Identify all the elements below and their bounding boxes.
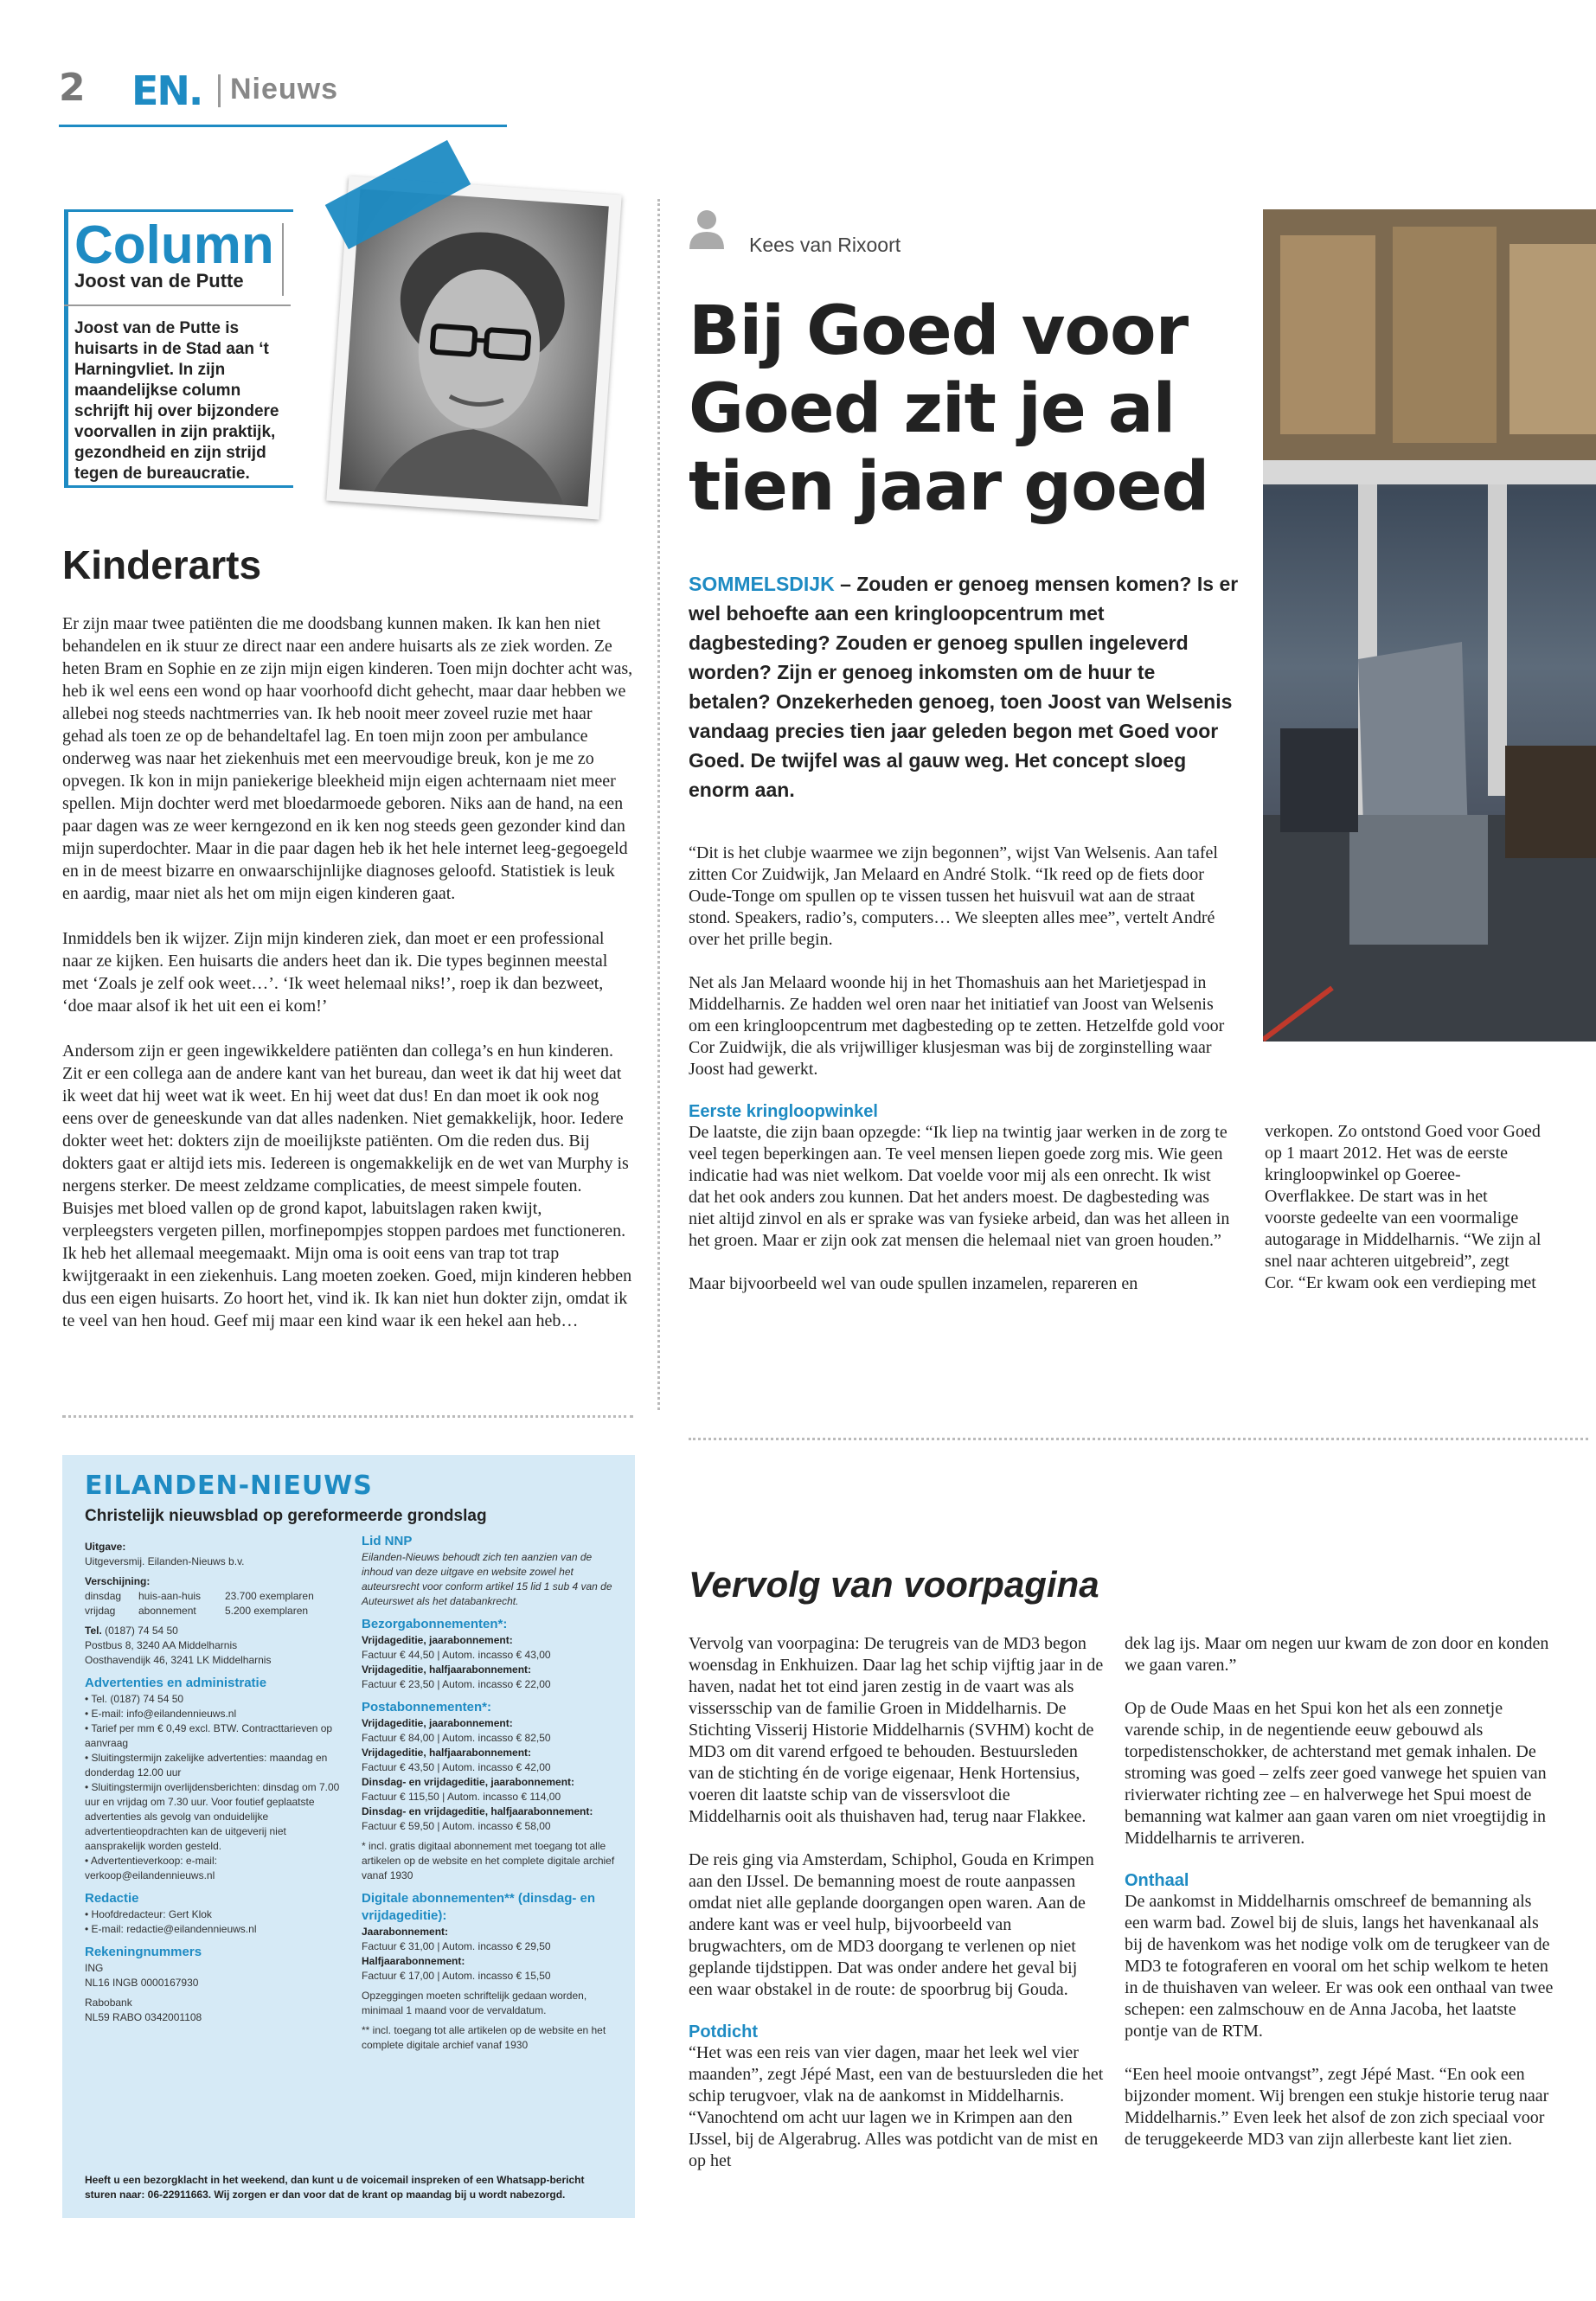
colophon-footer: Heeft u een bezorgklacht in het weekend, dan kunt u de voicemail inspreken of een Whatsapp-bericht sturen naar: 06-22911663. Wij zorgen er dan voor dat de krant op maandag bij u wordt nabezorgd. [85, 2174, 585, 2201]
vertical-divider [657, 199, 660, 1410]
column-body [62, 612, 633, 1355]
rate-note: ** incl. toegang tot alle artikelen op de website en het complete digitale archief vanaf 1930 [362, 2024, 606, 2051]
article-paragraph: Net als Jan Melaard woonde hij in het Thomashuis aan het Marietjespad in Middelharnis. Ze hadden wel oren naar het initiatief van Joost van Welsenis om een kringloopcentrum met dagbesteding op te zetten. Hetzelfde gold voor Cor Zuidwijk, die als vrijwilliger klusjesman was bij de zorginstelling waar Joost had gewerkt. [689, 973, 1225, 1079]
versch-type: huis-aan-huis [138, 1590, 202, 1602]
rekening-heading: Rekeningnummers [85, 1945, 202, 1959]
header-rule [59, 125, 507, 127]
article-paragraph: “Dit is het clubje waarmee we zijn begonnen”, wijst Van Welsenis. Aan tafel zitten Cor Zuidwijk, Jan Melaard en André Stolk. “Ik reed op de fiets door Oude-Tonge om spullen op te vissen tussen het huisvuil wat aan de straat stond. Speakers, radio’s, computers… We sleepten alles mee”, vertelt André over het prille begin. [689, 843, 1218, 949]
article-subhead: Eerste kringloopwinkel [689, 1102, 878, 1121]
page-number: 2 [59, 66, 86, 110]
eilanden-nieuws-logo: EILANDEN-NIEUWS [85, 1471, 373, 1501]
adv-item: • Sluitingstermijn overlijdensberichten: dinsdag om 7.00 uur en vrijdag om 7.30 uur. Voor foutief geplaatste advertenties als gevolg van onduidelijke advertentieopdrachten kan de uitgeverij niet aansprakelijk worden gesteld. [85, 1781, 340, 1852]
tel-label: Tel. [85, 1625, 102, 1637]
vervolg-subhead: Onthaal [1125, 1871, 1189, 1890]
colophon-subtitle: Christelijk nieuwsblad op gereformeerde grondslag [85, 1507, 487, 1525]
verschijning-heading: Verschijning: [85, 1575, 151, 1587]
article-paragraph: Maar bijvoorbeeld wel van oude spullen inzamelen, repareren en [689, 1274, 1138, 1293]
article-lead [689, 569, 1242, 804]
column-bottom-rule [62, 1415, 633, 1418]
uitgave-heading: Uitgave: [85, 1541, 126, 1553]
vervolg-paragraph: Vervolg van voorpagina: De terugreis van de MD3 begon woensdag in Enkhuizen. Daar lag het schip vijftig jaar in de haven, nadat het tot eind jaren zestig in de vaart was als vissersschip van de familie Groen in Middelharnis. De Stichting Visserij Historie Middelharnis (SVHM) kocht de MD3 om dit varend erfgoed te behouden. Bestuursleden van de stichting én de vorige eigenaar, Henk Hortensius, voeren dit laatste schip van de vissersvloot die Middelharnis ooit als thuishaven had, terug naar Flakkee. [689, 1634, 1104, 1826]
red-item: • E-mail: redactie@eilandennieuws.nl [85, 1923, 257, 1935]
column-title: Kinderarts [62, 542, 262, 587]
rek-item: NL16 INGB 0000167930 [85, 1977, 199, 1989]
article-dateline: SOMMELSDIJK [689, 573, 835, 595]
column-paragraph: Inmiddels ben ik wijzer. Zijn mijn kinderen ziek, dan moet er een professional naar ze kijken. Een huisarts die anders heet dan ik. Die types beginnen meestal met ‘Zoals je zelf ook weet…’. ‘Ik weet helemaal niks!’, roep ik dan bezweet, ‘doe maar alsof ik het uit een ei kom!’ [62, 929, 608, 1016]
uitgave: Uitgeversmij. Eilanden-Nieuws b.v. [85, 1555, 245, 1567]
rate-value: Factuur € 115,50 | Autom. incasso € 114,00 [362, 1791, 561, 1803]
red-item: • Hoofdredacteur: Gert Klok [85, 1908, 212, 1920]
colophon-left [85, 1540, 344, 2025]
article-body [689, 843, 1234, 1317]
article-lead-text: – Zouden er genoeg mensen komen? Is er wel behoefte aan een kringloopcentrum met dagbesteding? Zouden er genoeg spullen ingeleverd worden? Zijn er genoeg inkomsten om de huur te betalen? Onzekerheden genoeg, toen Joost van Welsenis vandaag precies tien jaar geleden begon met Goed voor Goed. De twijfel was al gauw weg. Het concept sloeg enorm aan. [689, 573, 1239, 801]
article-author: Kees van Rixoort [749, 234, 901, 256]
nnp-text: Eilanden-Nieuws behoudt zich ten aanzien van de inhoud van deze uitgave en website zowel het auteursrecht voor conform artikel 15 lid 1 sub 4 van de Auteurswet als het databankrecht. [362, 1551, 612, 1607]
section-title: Nieuws [230, 73, 339, 106]
rate-value: Factuur € 84,00 | Autom. incasso € 82,50 [362, 1732, 551, 1744]
rate-label: Vrijdageditie, halfjaarabonnement: [362, 1747, 532, 1759]
rate-value: Factuur € 31,00 | Autom. incasso € 29,50 [362, 1940, 551, 1952]
article-paragraph: De laatste, die zijn baan opzegde: “Ik liep na twintig jaar werken in de zorg te veel tegen beperkingen aan. Te veel mensen liepen goede zorg mis. Wie geen indicatie had was niet welkom. Dat voelde voor mij als een onrecht. Ik wist dat het ook anders zou kunnen. Dat het anders moest. De dagbesteding was niet altijd zinvol en als er sprake was van fysieke arbeid, dan was het alleen in het groen. Maar er zijn ook zat mensen die helemaal niet van groen houden.” [689, 1123, 1230, 1250]
column-label: Column [74, 215, 274, 275]
versch-count: 23.700 exemplaren [225, 1590, 314, 1602]
rate-note: Opzeggingen moeten schriftelijk gedaan worden, minimaal 1 maand voor de vervaldatum. [362, 1990, 587, 2016]
versch-type: abonnement [138, 1605, 196, 1617]
advertenties-heading: Advertenties en administratie [85, 1676, 267, 1690]
rate-label: Jaarabonnement: [362, 1926, 449, 1938]
tel-number: (0187) 74 54 50 [105, 1625, 178, 1637]
rate-label: Vrijdageditie, halfjaarabonnement: [362, 1663, 532, 1676]
en-logo: EN. [131, 67, 202, 114]
rate-label: Vrijdageditie, jaarabonnement: [362, 1717, 513, 1729]
rate-label: Dinsdag- en vrijdageditie, halfjaarabonnement: [362, 1805, 593, 1817]
article-continuation: verkopen. Zo ontstond Goed voor Goed op 1 maart 2012. Het was de eerste kringloopwinkel op Goeree-Overflakkee. De start was in het voorste gedeelte van een voormalige autogarage in Middelharnis. “We zijn al snel naar achteren uitgebreid”, zegt Cor. “Er kwam ook een verdieping met [1265, 1122, 1542, 1292]
versch-day: vrijdag [85, 1605, 116, 1617]
rate-label: Dinsdag- en vrijdageditie, jaarabonnement: [362, 1776, 575, 1788]
post-heading: Postabonnementen*: [362, 1700, 492, 1715]
header-separator [218, 74, 221, 107]
vervolg-paragraph: De reis ging via Amsterdam, Schiphol, Gouda en Krimpen aan den IJssel. De bemanning moest de route aanpassen omdat niet alle geplande doorgangen open waren. Aan de andere kant was er veel hulp, bijvoorbeeld van brugwachters, om de MD3 doorgang te verlenen op niet geplande tijdstippen. Dat was onder andere het geval bij een waar obstakel in de route: de spoorbrug bij Gouda. [689, 1850, 1094, 1999]
rate-label: Vrijdageditie, jaarabonnement: [362, 1634, 513, 1646]
vervolg-col2 [1125, 1633, 1557, 2172]
horizontal-divider [689, 1438, 1588, 1440]
address-line: Postbus 8, 3240 AA Middelharnis [85, 1639, 238, 1651]
versch-count: 5.200 exemplaren [225, 1605, 309, 1617]
vervolg-subhead: Potdicht [689, 2022, 758, 2041]
vervolg-col1 [689, 1633, 1104, 2194]
rek-item: ING [85, 1962, 104, 1974]
vervolg-paragraph: dek lag ijs. Maar om negen uur kwam de zon door en konden we gaan varen.” [1125, 1634, 1549, 1675]
portrait-figure [339, 189, 609, 506]
column-author: Joost van de Putte [74, 270, 244, 292]
adv-item: • Sluitingstermijn zakelijke advertenties: maandag en donderdag 12.00 uur [85, 1752, 328, 1779]
rate-value: Factuur € 17,00 | Autom. incasso € 15,50 [362, 1970, 551, 1982]
column-paragraph: Er zijn maar twee patiënten die me doodsbang kunnen maken. Ik kan hen niet behandelen en ik stuur ze direct naar een andere huisarts als ze ziek worden. Ze heten Bram en Sophie en ze zijn mijn eigen kinderen. Toen mijn dochter acht was, heb ik wel eens een wond op haar voorhoofd dicht gehecht, maar daar hebben we allebei nog steeds nachtmerries van. Ik heb nooit meer zoveel ruzie met haar gehad als toen ze op de behandeltafel lag. En toen mijn zoon per ambulance onderweg was naar het ziekenhuis met een meervoudige breuk, kon je me zo opvegen. Ik kon in mijn paniekerige bleekheid mijn eigen achternaam niet meer spellen. Mijn dochter werd met bloedarmoede geboren. Niks aan de hand, na een paar dagen was ze weer kerngezond en ik ken nog steeds geen gezonder kind dan mijn superdochter. Maar in die paar dagen heb ik het hele internet leeg-gegoegeld en in de meest bizarre en onwaarschijnlijke diagnoses geloofd. Statistiek is leuk en aardig, maar niet als het om mijn eigen kinderen gaat. [62, 614, 633, 903]
warehouse-photo [1263, 209, 1596, 1042]
rate-value: Factuur € 23,50 | Autom. incasso € 22,00 [362, 1678, 551, 1690]
column-divider-h [64, 304, 291, 306]
column-paragraph: Andersom zijn er geen ingewikkeldere patiënten dan collega’s en hun kinderen. Zit er een collega aan de andere kant van het bureau, dan weet ik dat hij weet dat ik weet dat hij weet wat ik weet. En hij weet dat dus! En dan moet ik ook nog eens over de geneeskunde van dat alles nadenken. Niet gemakkelijk, hoor. Iedere dokter weet het: dokters zijn de moeilijkste patiënten. Om die reden dus. Bij dokters gaat er altijd iets mis. Iedereen is ongemakkelijk en de wet van Murphy is nergens sterker. De meest zeldzame complicaties, de meest simpele fouten. Buisjes met bloed vallen op de grond kapot, labuitslagen raken kwijt, verpleegsters vergeten pillen, morfinepompjes stoppen pardoes met functioneren. Ik heb het allemaal meegemaakt. Mijn oma is ooit eens van trap tot trap kwijtgeraakt in een ziekenhuis. Lang moeten zoeken. Goed, mijn kinderen hebben dus een eigen huisarts. Zo hoort het, vind ik. Ik kan niet hun dokter zijn, omdat ik te veel van hen houd. Geef mij maar een kind waar ik een hekel aan heb… [62, 1042, 632, 1330]
author-avatar-icon [689, 209, 724, 249]
rek-item: Rabobank [85, 1997, 132, 2009]
redactie-heading: Redactie [85, 1891, 139, 1906]
article-photo [1263, 209, 1596, 1042]
vervolg-title: Vervolg van voorpagina [689, 1564, 1099, 1605]
digitaal-heading: Digitale abonnementen** (dinsdag- en vrijdageditie): [362, 1891, 596, 1923]
bezorg-heading: Bezorgabonnementen*: [362, 1617, 508, 1631]
column-divider [282, 223, 284, 296]
address-line: Oosthavendijk 46, 3241 LK Middelharnis [85, 1654, 272, 1666]
rate-label: Halfjaarabonnement: [362, 1955, 465, 1967]
colophon-right [362, 1533, 618, 2058]
rate-value: Factuur € 43,50 | Autom. incasso € 42,00 [362, 1761, 551, 1773]
adv-item: • Advertentieverkoop: e-mail: verkoop@eilandennieuws.nl [85, 1855, 217, 1881]
rate-value: Factuur € 59,50 | Autom. incasso € 58,00 [362, 1820, 551, 1832]
rate-note: * incl. gratis digitaal abonnement met toegang tot alle artikelen op de website en het complete digitale archief vanaf 1930 [362, 1840, 615, 1881]
rate-value: Factuur € 44,50 | Autom. incasso € 43,00 [362, 1649, 551, 1661]
article-headline: Bij Goed voor Goed zit je al tien jaar goed [689, 292, 1209, 526]
versch-day: dinsdag [85, 1590, 122, 1602]
adv-item: • Tarief per mm € 0,49 excl. BTW. Contracttarieven op aanvraag [85, 1722, 333, 1749]
adv-item: • E-mail: info@eilandennieuws.nl [85, 1708, 237, 1720]
vervolg-paragraph: Op de Oude Maas en het Spui kon het als een zonnetje varende schip, in de negentiende eeuw gebouwd als torpedistenschokker, de achterstand met gemak inhalen. De stroming was goed – zelfs zeer goed vanwege het spuien van rivierwater richting zee – en halverwege het Spui moest de bemanning wat kalmer aan gaan varen om niet vroegtijdig in Middelharnis te arriveren. [1125, 1699, 1547, 1848]
adv-item: • Tel. (0187) 74 54 50 [85, 1693, 184, 1705]
rek-item: NL59 RABO 0342001108 [85, 2011, 202, 2023]
vervolg-paragraph: “Een heel mooie ontvangst”, zegt Jépé Mast. “En ook een bijzonder moment. Wij brengen een stukje historie terug naar Middelharnis.” Even leek het alsof de zon zich speciaal voor de teruggekeerde MD3 van zijn allerbeste kant liet zien. [1125, 2065, 1549, 2149]
vervolg-paragraph: “Het was een reis van vier dagen, maar het leek wel vier maanden”, zegt Jépé Mast, een van de bestuursleden die het schip terugvoer, vlak na de aankomst in Middelharnis. “Vanochtend om acht uur lagen we in Krimpen aan den IJssel, bij de Algerabrug. Alles was potdicht van de mist en op het [689, 2043, 1104, 2170]
column-bio: Joost van de Putte is huisarts in de Stad aan ‘t Harningvliet. In zijn maandelijkse column schrijft hij over bijzondere voorvallen in zijn praktijk, gezondheid en zijn strijd tegen de bureaucratie. [74, 319, 279, 483]
vervolg-paragraph: De aankomst in Middelharnis omschreef de bemanning als een warm bad. Zowel bij de sluis, langs het havenkanaal als bij de havenkom was het nodige volk om de terugkeer van de MD3 te fotograferen en vooral om het schip welkom te heten in de thuishaven van weleer. Er was ook een onthaal van twee schepen: een zalmschouw en de Anna Jacoba, het laatste pontje van de RTM. [1125, 1892, 1554, 2041]
nnp-heading: Lid NNP [362, 1534, 413, 1548]
